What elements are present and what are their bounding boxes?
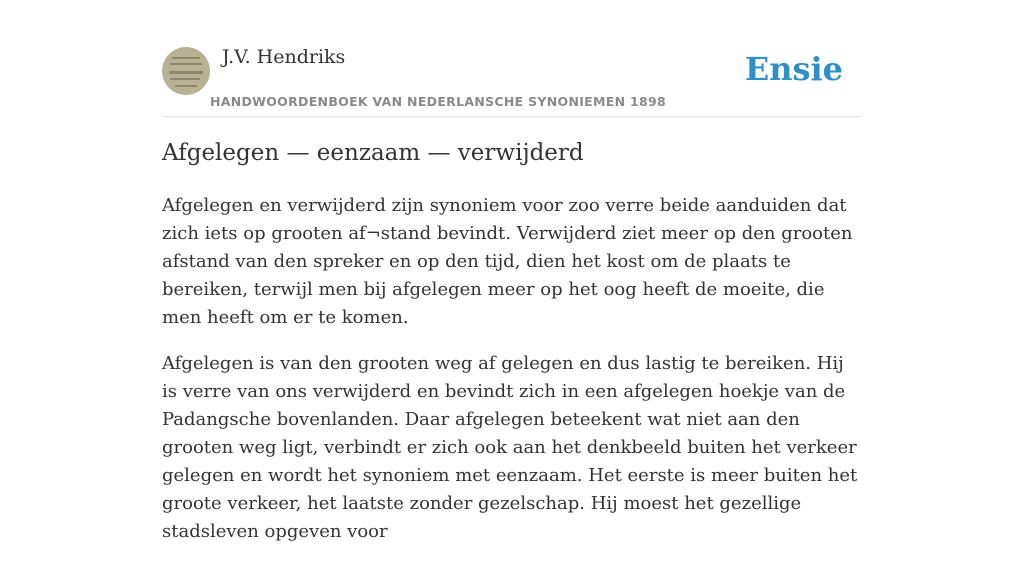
book-cover-avatar[interactable] xyxy=(162,47,210,95)
source-title[interactable]: HANDWOORDENBOEK VAN NEDERLANSCHE SYNONIEMEN 1898 xyxy=(210,94,667,109)
paragraph: Afgelegen is van den grooten weg af gelegen en dus lastig te bereiken. Hij is verre van ons verwijderd en bevindt zich in een afgelegen hoekje van de Padangsche bovenlanden. Daar afgelegen beteekent wat niet aan den grooten weg ligt, verbindt er zich ook aan het denkbeeld buiten het verkeer gelegen en wordt het synoniem met eenzaam. Het eerste is meer buiten het groote verkeer, het laatste zonder gezelschap. Hij moest het gezellige stadsleven opgeven voor xyxy=(162,353,858,542)
brand-logo[interactable]: Ensie xyxy=(744,50,843,88)
paragraph: Afgelegen en verwijderd zijn synoniem voor zoo verre beide aanduiden dat zich iets op grooten af¬stand bevindt. Verwijderd ziet meer op den grooten afstand van den spreker en op den tijd, dien het kost om de plaats te bereiken, terwijl men bij afgelegen meer op het oog heeft de moeite, die men heeft om er te komen. xyxy=(162,195,853,328)
article-body xyxy=(162,192,862,564)
author-name[interactable]: J.V. Hendriks xyxy=(222,46,346,68)
page-title: Afgelegen — eenzaam — verwijderd xyxy=(162,140,584,166)
header xyxy=(162,44,862,117)
